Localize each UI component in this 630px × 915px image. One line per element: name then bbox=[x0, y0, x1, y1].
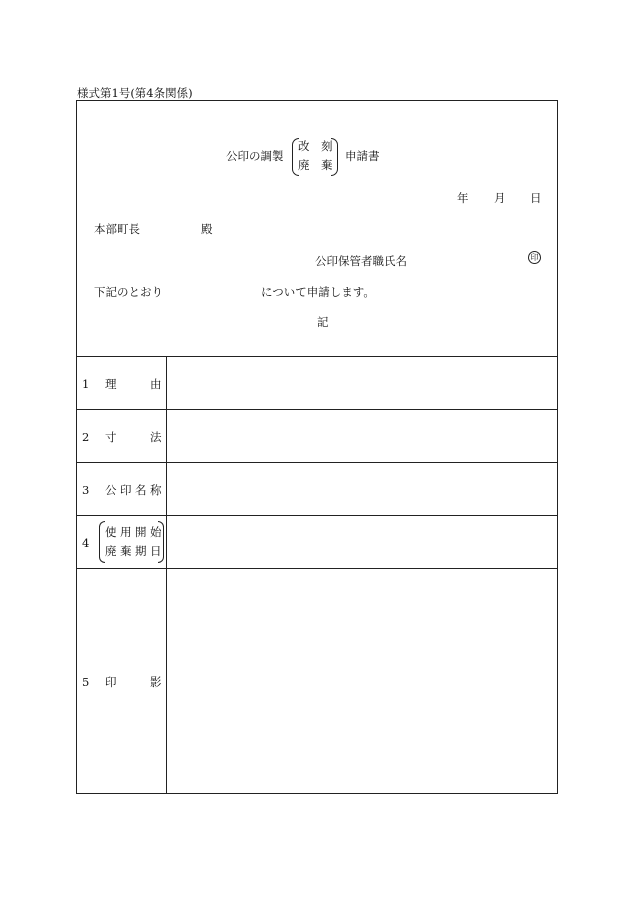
row-3-label-char-4: 称 bbox=[150, 483, 162, 497]
row-1-number: 1 bbox=[82, 377, 90, 391]
addressee-name: 本部町長 bbox=[94, 222, 140, 236]
seal-mark: 印 bbox=[528, 251, 541, 264]
row-4-line1-char-2: 用 bbox=[120, 525, 132, 539]
addressee-honorific: 殿 bbox=[201, 222, 213, 236]
row-2-label-char-2: 法 bbox=[150, 430, 162, 444]
row-1-label-char-2: 由 bbox=[150, 377, 162, 391]
statement-prefix: 下記のとおり bbox=[94, 285, 163, 299]
title-brace-right bbox=[331, 138, 338, 176]
form-frame bbox=[76, 100, 558, 794]
row-4-line2-char-1: 廃 bbox=[105, 544, 117, 558]
title-option-kai: 改 bbox=[298, 139, 310, 153]
ki-label: 記 bbox=[317, 315, 329, 329]
row-4-line2-char-3: 期 bbox=[135, 544, 147, 558]
date-day: 日 bbox=[530, 191, 542, 205]
label-column-divider bbox=[166, 356, 167, 794]
row-3-label-char-2: 印 bbox=[120, 483, 132, 497]
row-4-line2-char-4: 日 bbox=[150, 544, 162, 558]
title-option-ki: 棄 bbox=[321, 158, 333, 172]
date-year: 年 bbox=[457, 191, 469, 205]
title-option-koku: 刻 bbox=[321, 139, 333, 153]
table-top-line bbox=[76, 356, 558, 357]
row-divider-3 bbox=[76, 515, 558, 516]
row-2-number: 2 bbox=[82, 430, 90, 444]
row-4-line1-char-3: 開 bbox=[135, 525, 147, 539]
row-4-number: 4 bbox=[82, 536, 90, 550]
row-divider-1 bbox=[76, 409, 558, 410]
date-month: 月 bbox=[494, 191, 506, 205]
title-prefix: 公印の調製 bbox=[226, 149, 284, 163]
row-1-label-char-1: 理 bbox=[105, 377, 117, 391]
row-3-label-char-3: 名 bbox=[135, 483, 147, 497]
row-5-label-char-2: 影 bbox=[150, 675, 162, 689]
statement-suffix: について申請します。 bbox=[261, 285, 375, 299]
row-divider-4 bbox=[76, 568, 558, 569]
title-option-hai: 廃 bbox=[298, 158, 310, 172]
row-5-number: 5 bbox=[82, 675, 90, 689]
row-4-brace-right bbox=[158, 521, 164, 563]
row-2-label-char-1: 寸 bbox=[105, 430, 117, 444]
row-3-number: 3 bbox=[82, 483, 90, 497]
row-3-label-char-1: 公 bbox=[105, 483, 117, 497]
row-5-label-char-1: 印 bbox=[105, 675, 117, 689]
applicant-label: 公印保管者職氏名 bbox=[315, 254, 407, 268]
row-4-line1-char-1: 使 bbox=[105, 525, 117, 539]
row-divider-2 bbox=[76, 462, 558, 463]
form-number: 様式第1号(第4条関係) bbox=[77, 86, 193, 100]
title-suffix: 申請書 bbox=[345, 149, 380, 163]
row-4-line1-char-4: 始 bbox=[150, 525, 162, 539]
row-4-line2-char-2: 棄 bbox=[120, 544, 132, 558]
